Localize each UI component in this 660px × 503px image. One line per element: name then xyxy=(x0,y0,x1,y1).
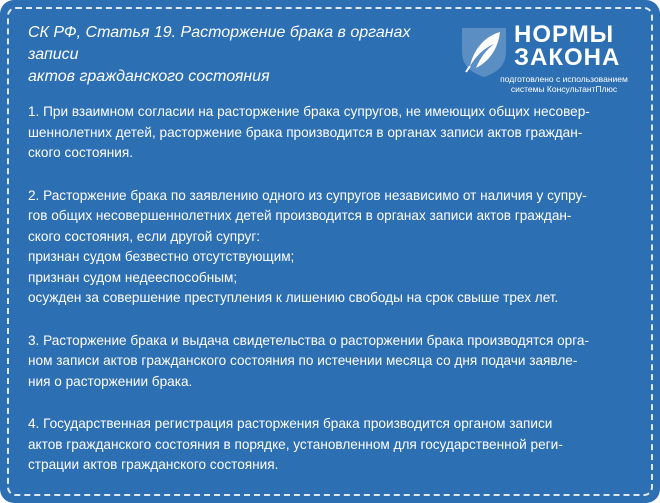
paragraph-line: 4. Государственная регистрация расторжения брака производится органом записи xyxy=(28,416,553,431)
article-paragraph-3 xyxy=(28,331,636,393)
paragraph-line: признан судом недееспособным; xyxy=(28,269,238,285)
paragraph-line: ном записи актов гражданского состояния по истечении месяца со дня подачи заявле- xyxy=(28,353,578,368)
title-line-2: актов гражданского состояния xyxy=(28,68,270,85)
title-line-1: СК РФ, Статья 19. Расторжение брака в органах записи xyxy=(28,24,411,63)
article-paragraph-1 xyxy=(28,102,636,164)
paragraph-line: ского состояния, если другой супруг: xyxy=(28,228,261,244)
normy-zakona-logo xyxy=(456,18,646,92)
paragraph-line: ния о расторжении брака. xyxy=(28,373,193,389)
paragraph-line: ского состояния. xyxy=(28,145,133,160)
article-body xyxy=(28,102,636,498)
logo-text-line-1: НОРМЫ xyxy=(514,21,615,48)
paragraph-line: актов гражданского состояния в порядке, установленном для государственной реги- xyxy=(28,436,563,452)
article-paragraph-2 xyxy=(28,186,636,309)
paragraph-line: 2. Расторжение брака по заявлению одного из супругов независимо от наличия у супру- xyxy=(28,187,587,203)
logo-credit-line-2: системы КонсультантПлюс xyxy=(510,84,618,94)
logo-text-line-2: ЗАКОНА xyxy=(514,44,621,71)
paragraph-line: признан судом безвестно отсутствующим; xyxy=(28,249,295,264)
logo-credit xyxy=(482,74,646,94)
article-paragraph-4 xyxy=(28,414,636,476)
logo-credit-line-1: подготовлено с использованием xyxy=(500,74,628,84)
feather-shield-icon xyxy=(456,22,512,78)
paragraph-line: 3. Расторжение брака и выдача свидетельства о расторжении брака производятся орга- xyxy=(28,332,589,348)
paragraph-line: осужден за совершение преступления к лишению свободы на срок свыше трех лет. xyxy=(28,290,559,305)
paragraph-line: 1. При взаимном согласии на расторжение брака супругов, не имеющих общих несовер- xyxy=(28,104,590,119)
paragraph-line: страции актов гражданского состояния. xyxy=(28,457,279,472)
article-title xyxy=(28,22,448,88)
paragraph-line: гов общих несовершеннолетних детей производится в органах записи актов граждан- xyxy=(28,208,572,223)
paragraph-line: шеннолетних детей, расторжение брака производится в органах записи актов граждан- xyxy=(28,124,583,140)
